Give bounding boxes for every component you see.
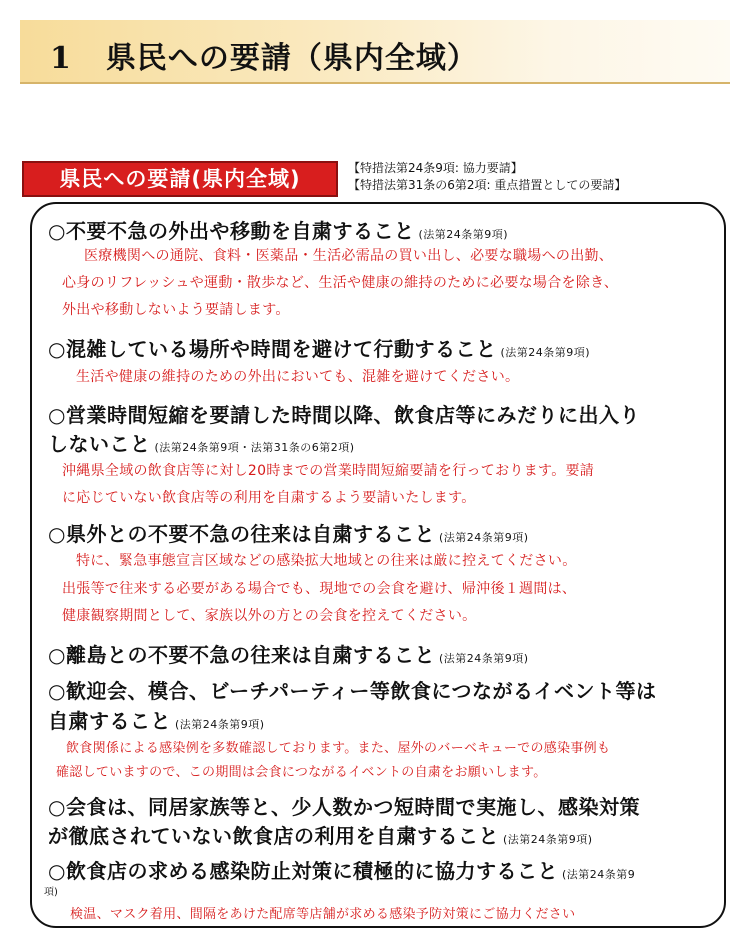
item-4-detail-3: 健康観察期間として、家族以外の方との会食を控えてください。	[62, 608, 477, 624]
law-ref-2: 【特措法第31条の6第2項: 重点措置としての要請】	[348, 178, 627, 192]
item-4-detail-1: 特に、緊急事態宣言区域などの感染拡大地域との往来は厳に控えてください。	[76, 553, 577, 569]
request-label: 県民への要請(県内全域)	[22, 161, 338, 197]
item-1-heading: ○不要不急の外出や移動を自粛すること (法第24条第9項)	[48, 219, 509, 243]
item-3-detail-1: 沖縄県全域の飲食店等に対し20時までの営業時間短縮要請を行っております。要請	[62, 463, 595, 479]
section-banner	[20, 20, 730, 84]
item-3-heading-2: しないこと (法第24条第9項・法第31条の6第2項)	[48, 432, 355, 456]
item-8-ref-continued: 項)	[44, 887, 58, 898]
item-8-ref: (法第24条第9	[561, 868, 636, 881]
item-6-detail-1: 飲食関係による感染例を多数確認しております。また、屋外のバーベキューでの感染事例も	[66, 741, 611, 756]
item-6-ref: (法第24条第9項)	[175, 718, 265, 731]
item-8-heading: ○飲食店の求める感染防止対策に積極的に協力すること (法第24条第9	[48, 859, 636, 883]
item-4-detail-2: 出張等で往来する必要がある場合でも、現地での会食を避け、帰沖後１週間は、	[62, 581, 577, 597]
item-7-heading-1: ○会食は、同居家族等と、少人数かつ短時間で実施し、感染対策	[48, 795, 640, 819]
item-6-heading-2: 自粛すること (法第24条第9項)	[48, 709, 265, 733]
section-title	[50, 33, 478, 77]
item-5-heading: ○離島との不要不急の往来は自粛すること (法第24条第9項)	[48, 643, 529, 667]
item-1-ref: (法第24条第9項)	[418, 228, 509, 241]
item-2-detail-1: 生活や健康の維持のための外出においても、混雑を避けてください。	[76, 369, 520, 385]
item-1-detail-1: 医療機関への通院、食料・医薬品・生活必需品の買い出し、必要な職場への出勤、	[84, 248, 614, 264]
item-1-detail-2: 心身のリフレッシュや運動・散歩など、生活や健康の維持のために必要な場合を除き、	[62, 275, 619, 291]
section-number: 1	[50, 41, 72, 76]
item-3-heading-1: ○営業時間短縮を要請した時間以降、飲食店等にみだりに出入り	[48, 403, 640, 427]
item-2-ref: (法第24条第9項)	[500, 346, 591, 359]
item-3-ref: (法第24条第9項・法第31条の6第2項)	[154, 441, 355, 454]
item-7-heading-2: が徹底されていない飲食店の利用を自粛すること (法第24条第9項)	[48, 824, 593, 848]
item-4-ref: (法第24条第9項)	[438, 531, 529, 544]
item-1-detail-3: 外出や移動しないよう要請します。	[62, 302, 290, 318]
law-ref-1: 【特措法第24条9項: 協力要請】	[348, 161, 523, 175]
item-6-detail-2: 確認していますので、この期間は会食につながるイベントの自粛をお願いします。	[56, 765, 547, 780]
section-title-text: 県民への要請（県内全域）	[105, 41, 478, 76]
item-2-heading: ○混雑している場所や時間を避けて行動すること (法第24条第9項)	[48, 337, 591, 361]
law-references	[348, 160, 626, 194]
item-4-heading: ○県外との不要不急の往来は自粛すること (法第24条第9項)	[48, 522, 529, 546]
item-8-detail-1: 検温、マスク着用、間隔をあけた配席等店舗が求める感染予防対策にご協力ください	[70, 907, 576, 922]
item-3-detail-2: に応じていない飲食店等の利用を自粛するよう要請いたします。	[62, 490, 476, 506]
item-7-ref: (法第24条第9項)	[503, 833, 593, 846]
item-5-ref: (法第24条第9項)	[438, 652, 529, 665]
item-6-heading-1: ○歓迎会、模合、ビーチパーティー等飲食につながるイベント等は	[48, 679, 657, 703]
